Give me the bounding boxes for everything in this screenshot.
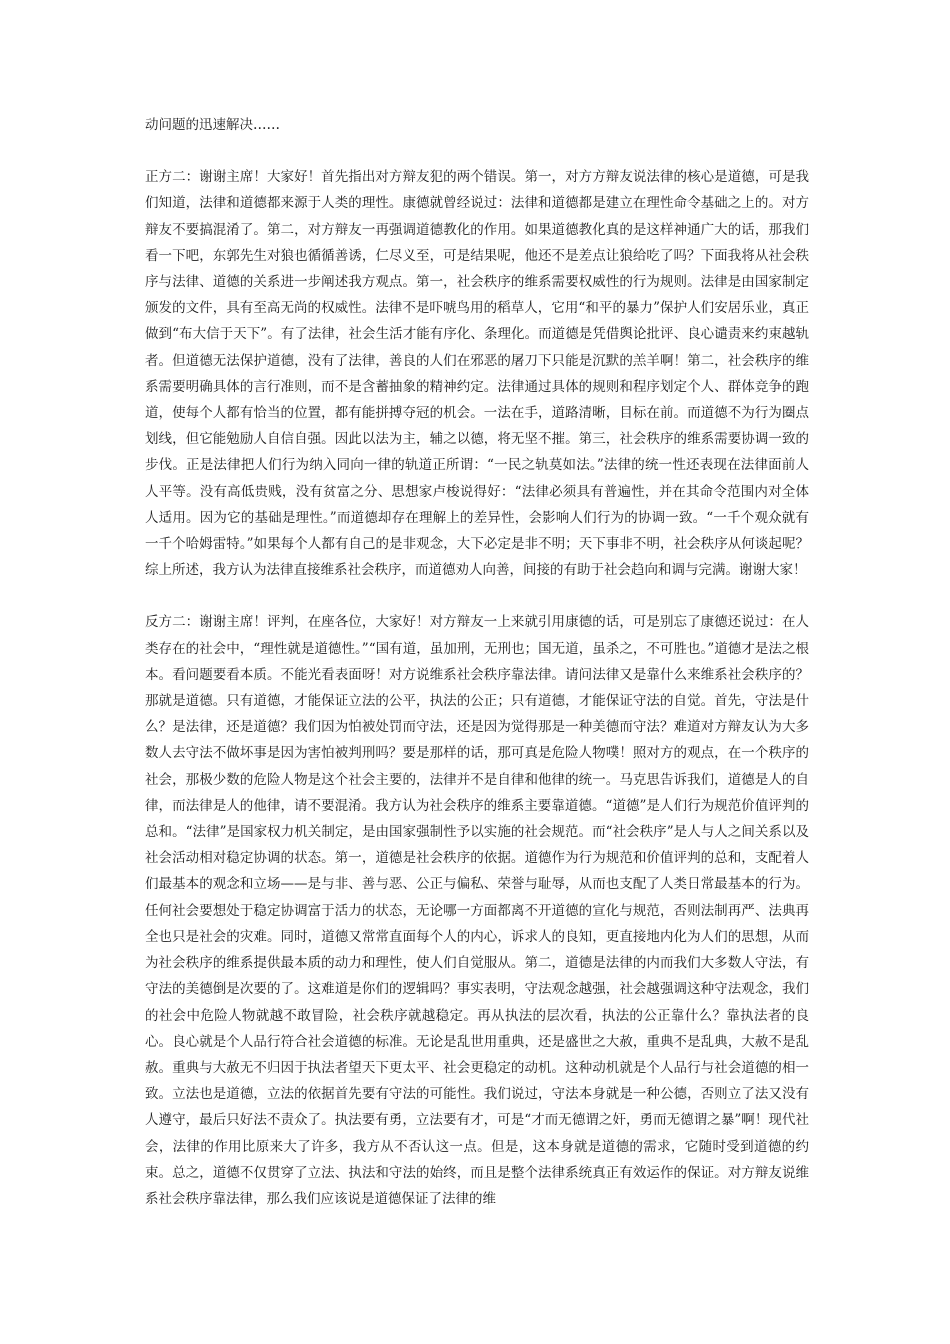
- paragraph-gap: [145, 138, 809, 164]
- intro-line: 动问题的迅速解决……: [145, 117, 280, 133]
- affirmative-second-speech: 正方二：谢谢主席！大家好！首先指出对方辩友犯的两个错误。第一，对方方辩友说法律的核心是道德，可是我们知道，法律和道德都来源于人类的理性。康德就曾经说过：法律和道德都是建立在理性命令基础之上的。对方辩友不要搞混淆了。第二，对方辩友一再强调道德教化的作用。如果道德教化真的是这样神通广大的话，那我们看一下吧，东郭先生对狼也循循善诱，仁尽义至，可是结果呢，他还不是差点让狼给吃了吗？下面我将从社会秩序与法律、道德的关系进一步阐述我方观点。第一，社会秩序的维系需要权威性的行为规则。法律是由国家制定颁发的文件，具有至高无尚的权威性。法律不是吓唬鸟用的稻草人，它用“和平的暴力”保护人们安居乐业，真正做到“布大信于天下”。有了法律，社会生活才能有序化、条理化。而道德是凭借舆论批评、良心谴责来约束越轨者。但道德无法保护道德，没有了法律，善良的人们在邪恶的屠刀下只能是沉默的羔羊啊！第二，社会秩序的维系需要明确具体的言行准则，而不是含蓄抽象的精神约定。法律通过具体的规则和程序划定个人、群体竞争的跑道，使每个人都有恰当的位置，都有能拼搏夺冠的机会。一法在手，道路清晰，目标在前。而道德不为行为圈点划线，但它能勉励人自信自强。因此以法为主，辅之以德，将无坚不摧。第三，社会秩序的维系需要协调一致的步伐。正是法律把人们行为纳入同向一律的轨道正所谓：“一民之轨莫如法。”法律的统一性还表现在法律面前人人平等。没有高低贵贱，没有贫富之分、思想家卢梭说得好：“法律必须具有普遍性，并在其命令范围内对全体人适用。因为它的基础是理性。”而道德却存在理解上的差异性，会影响人们行为的协调一致。“一千个观众就有一千个哈姆雷特。”如果每个人都有自己的是非观念，大下必定是非不明；天下事非不明，社会秩序从何谈起呢？综上所述，我方认为法律直接维系社会秩序，而道德劝人向善，间接的有助于社会趋向和调与完满。谢谢大家！: [145, 169, 809, 579]
- document-page: [145, 112, 809, 1212]
- paragraph-gap: [145, 583, 809, 609]
- negative-second-speech: 反方二：谢谢主席！评判，在座各位，大家好！对方辩友一上来就引用康德的话，可是别忘了康德还说过：在人类存在的社会中，“理性就是道德性。”“国有道，虽加刑，无刑也；国无道，虽杀之，不可胜也。”道德才是法之根本。看问题要看本质。不能光看表面呀！对方说维系社会秩序靠法律。请问法律又是靠什么来维系社会秩序的？那就是道德。只有道德，才能保证立法的公平，执法的公正；只有道德，才能保证守法的自觉。首先，守法是什么？是法律，还是道德？我们因为怕被处罚而守法，还是因为觉得那是一种美德而守法？难道对方辩友认为大多数人去守法不做坏事是因为害怕被判刑吗？要是那样的话，那可真是危险人物噗！照对方的观点，在一个秩序的社会，那极少数的危险人物是这个社会主要的，法律并不是自律和他律的统一。马克思告诉我们，道德是人的自律，而法律是人的他律，请不要混淆。我方认为社会秩序的维系主要靠道德。“道德”是人们行为规范价值评判的总和。“法律”是国家权力机关制定，是由国家强制性予以实施的社会规范。而“社会秩序”是人与人之间关系以及社会活动相对稳定协调的状态。第一，道德是社会秩序的依据。道德作为行为规范和价值评判的总和，支配着人们最基本的观念和立场——是与非、善与恶、公正与偏私、荣誉与耻辱，从而也支配了人类日常最基本的行为。任何社会要想处于稳定协调富于活力的状态，无论哪一方面都离不开道德的宣化与规范，否则法制再严、法典再全也只是社会的灾难。同时，道德又常常直面每个人的内心，诉求人的良知，更直接地内化为人们的思想，从而为社会秩序的维系提供最本质的动力和理性，使人们自觉服从。第二，道德是法律的内而我们大多数人守法，有守法的美德倒是次要的了。这难道是你们的逻辑吗？事实表明，守法观念越强，社会越强调这种守法观念，我们的社会中危险人物就越不敢冒险，社会秩序就越稳定。再从执法的层次看，执法的公正靠什么？靠执法者的良心。良心就是个人品行符合社会道德的标准。无论是乱世用重典，还是盛世之大赦，重典不是乱典，大赦不是乱赦。重典与大赦无不归因于执法者望天下更太平、社会更稳定的动机。这种动机就是个人品行与社会道德的相一致。立法也是道德，立法的依据首先要有守法的可能性。我们说过，守法本身就是一种公德，否则立了法又没有人遵守，最后只好法不责众了。执法要有勇，立法要有才，可是“才而无德谓之奸，勇而无德谓之暴”啊！现代社会，法律的作用比原来大了许多，我方从不否认这一点。但是，这本身就是道德的需求，它随时受到道德的约束。总之，道德不仅贯穿了立法、执法和守法的始终，而且是整个法律系统真正有效运作的保证。对方辩友说维系社会秩序靠法律，那么我们应该说是道德保证了法律的维: [145, 614, 809, 1207]
